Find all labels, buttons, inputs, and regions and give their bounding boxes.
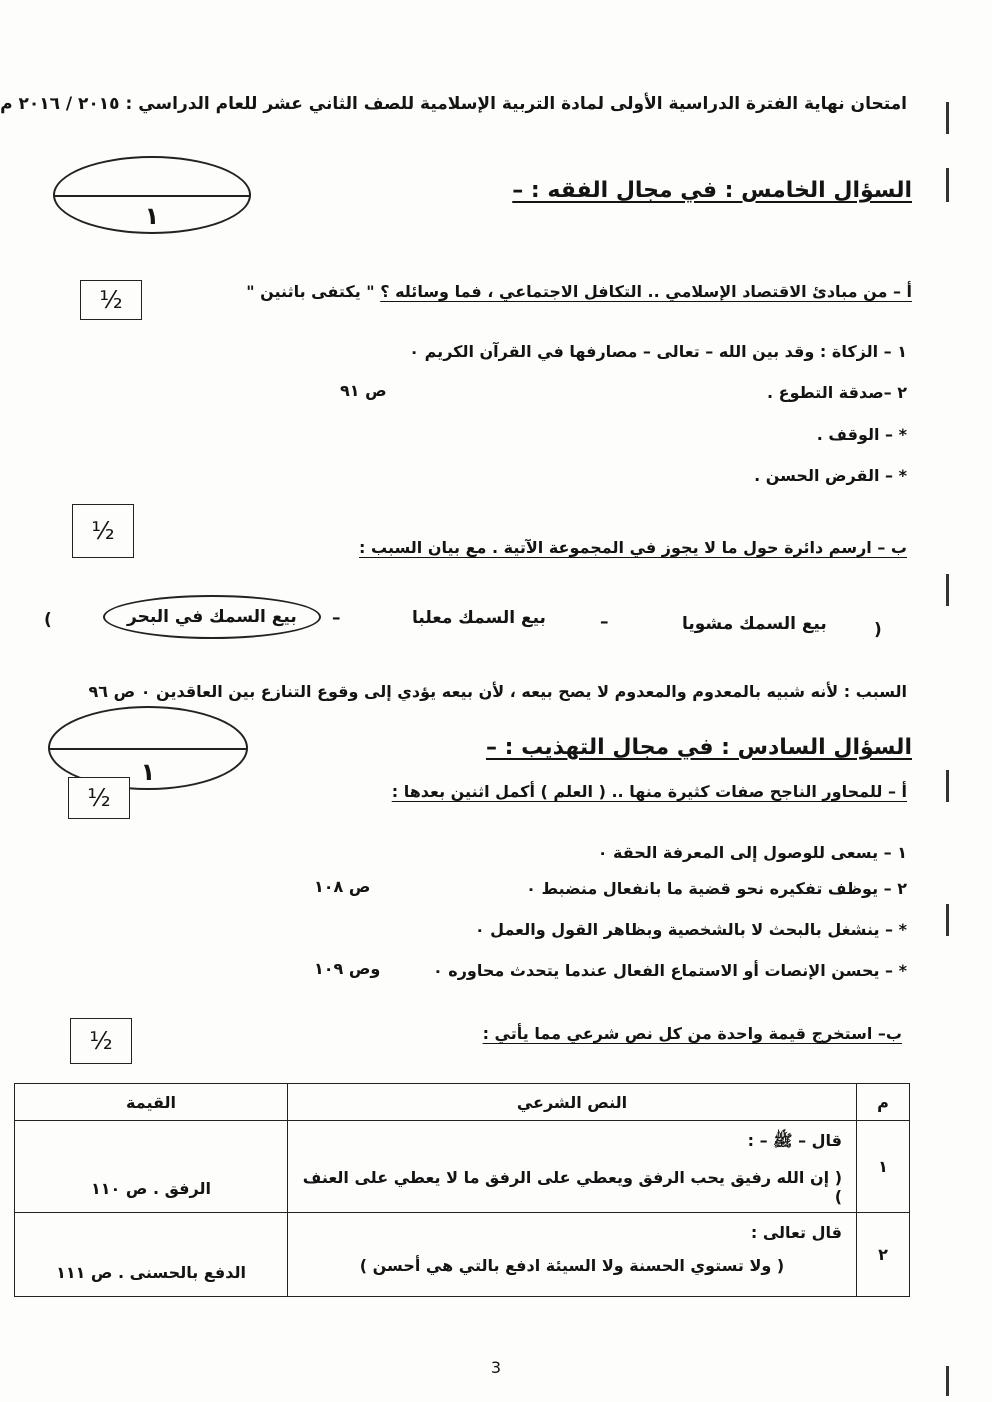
q5b-open-paren: ( xyxy=(874,620,882,640)
q5-title: السؤال الخامس : في مجال الفقه : – xyxy=(512,178,912,203)
q6a-answer-3: * – ينشغل بالبحث لا بالشخصية وبظاهر القول والعمل ٠ xyxy=(474,920,907,939)
q5b-option-2: بيع السمك معلبا xyxy=(412,608,546,628)
q6a-reference-1: ص ١٠٨ xyxy=(314,877,371,896)
q5a-question-line xyxy=(246,282,912,301)
row-text: ( إن الله رفيق يحب الرفق ويعطي على الرفق ما لا يعطي على العنف ) xyxy=(302,1168,842,1206)
row-value: الدفع بالحسنى . ص ١١١ xyxy=(15,1213,288,1297)
table-row xyxy=(15,1213,910,1297)
row-value: الرفق . ص ١١٠ xyxy=(15,1121,288,1213)
q5b-dash-2: – xyxy=(332,608,341,628)
q6a-answer-2: ٢ – يوظف تفكيره نحو قضية ما بانفعال منضبط ٠ xyxy=(526,879,907,898)
header-number: م xyxy=(857,1084,910,1121)
margin-mark xyxy=(946,770,949,802)
margin-mark xyxy=(946,102,949,134)
q6a-answer-1: ١ – يسعى للوصول إلى المعرفة الحقة ٠ xyxy=(597,843,907,862)
q5-score: ١ xyxy=(144,202,160,230)
margin-mark xyxy=(946,574,949,606)
row-intro: قال – ﷺ – : xyxy=(747,1131,842,1150)
q6a-answer-4: * – يحسن الإنصات أو الاستماع الفعال عندما يتحدث محاوره ٠ xyxy=(432,961,907,980)
q5-score-oval xyxy=(53,156,251,234)
row-number: ١ xyxy=(857,1121,910,1213)
q5a-answer-2: ٢ –صدقة التطوع . xyxy=(766,383,907,402)
q5b-dash-1: – xyxy=(600,612,609,632)
q5a-reference: ص ٩١ xyxy=(340,381,387,400)
header-value: القيمة xyxy=(15,1084,288,1121)
page-number: 3 xyxy=(490,1358,502,1377)
q5b-close-paren: ) xyxy=(44,610,52,630)
q5a-answer-1: ١ – الزكاة : وقد بين الله – تعالى – مصارفها في القرآن الكريم ٠ xyxy=(409,342,907,361)
margin-mark xyxy=(946,168,949,202)
table-header-row xyxy=(15,1084,910,1121)
margin-mark xyxy=(946,904,949,936)
row-number: ٢ xyxy=(857,1213,910,1297)
q6-title: السؤال السادس : في مجال التهذيب : – xyxy=(486,735,912,760)
margin-mark xyxy=(946,1366,949,1396)
q6-score: ١ xyxy=(140,758,156,786)
row-text: ( ولا تستوي الحسنة ولا السيئة ادفع بالتي هي أحسن ) xyxy=(359,1256,785,1275)
exam-header: امتحان نهاية الفترة الدراسية الأولى لمادة التربية الإسلامية للصف الثاني عشر للعام الدراسي : ٢٠١٥ / ٢٠١٦ م xyxy=(0,94,907,114)
q5a-answer-3: * – الوقف . xyxy=(816,425,907,444)
values-table xyxy=(14,1083,910,1297)
q5a-question: أ – من مبادئ الاقتصاد الإسلامي .. التكافل الاجتماعي ، فما وسائله ؟ xyxy=(380,282,912,301)
q5b-reason: السبب : لأنه شبيه بالمعدوم والمعدوم لا يصح بيعه ، لأن بيعه يؤدي إلى وقوع التنازع بين العاقدين ٠ ص ٩٦ xyxy=(88,682,907,701)
header-text: النص الشرعي xyxy=(288,1084,857,1121)
q6b-question: ب– استخرج قيمة واحدة من كل نص شرعي مما يأتي : xyxy=(482,1024,902,1043)
table-row xyxy=(15,1121,910,1213)
q5a-note: " يكتفى باثنين " xyxy=(246,282,375,301)
q6a-question: أ – للمحاور الناجح صفات كثيرة منها .. ( العلم ) أكمل اثنين بعدها : xyxy=(391,782,907,801)
q5b-mark-box: ½ xyxy=(72,504,134,558)
q6b-mark-box: ½ xyxy=(70,1018,132,1064)
q5b-question: ب – ارسم دائرة حول ما لا يجوز في المجموعة الآتية . مع بيان السبب : xyxy=(359,538,907,557)
row-text-cell xyxy=(288,1213,857,1297)
q5b-option-1: بيع السمك مشويا xyxy=(682,614,827,634)
row-intro: قال تعالى : xyxy=(750,1223,842,1242)
q5b-option-3-circled: بيع السمك في البحر xyxy=(103,595,321,639)
q6a-reference-2: وص ١٠٩ xyxy=(314,959,381,978)
row-text-cell xyxy=(288,1121,857,1213)
q5a-answer-4: * – القرض الحسن . xyxy=(754,466,907,485)
q5a-mark-box: ½ xyxy=(80,280,142,320)
q6a-mark-box: ½ xyxy=(68,777,130,819)
